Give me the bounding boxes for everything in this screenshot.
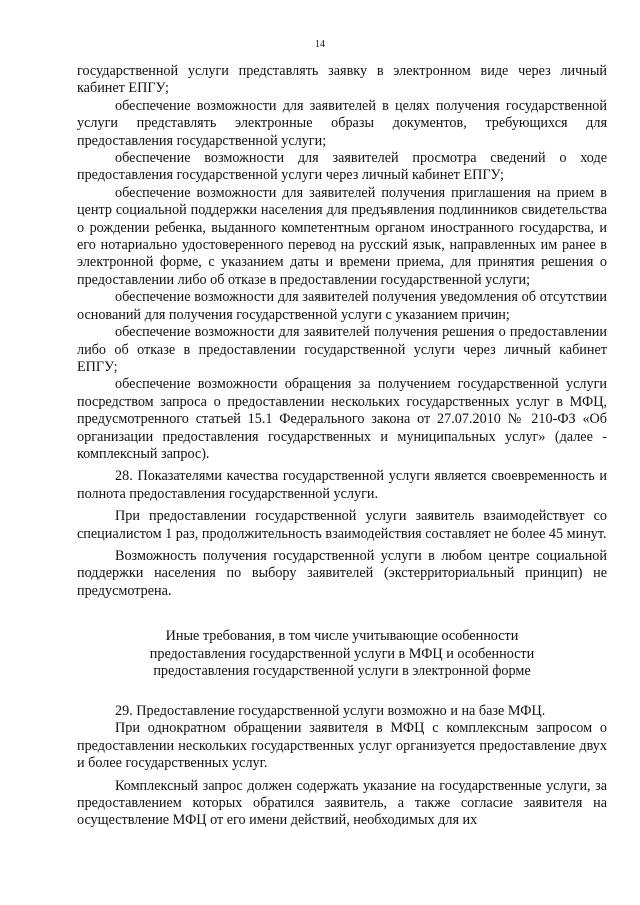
paragraph-complex-content: Комплексный запрос должен содержать указание на государственные услуги, за предоставлением которых обратился заявитель, а также согласие заявителя на осуществление МФЦ от его имени действий, необходимых для их: [77, 777, 607, 829]
paragraph-electronic-documents: обеспечение возможности для заявителей в целях получения государственной услуги представлять электронные образы документов, требующихся для предоставления государственной услуги;: [77, 97, 607, 149]
paragraph-invitation: обеспечение возможности для заявителей получения приглашения на прием в центр социальной поддержки населения для предъявления подлинников свидетельства о рождении ребенка, выданного компетентным органом иностранного государства, и его нотариально удостоверенного перевод на русский язык, направленных им ранее в электронной форме, с указанием даты и времени приема, для принятия решения о предоставлении либо об отказе в предоставлении государственной услуги;: [77, 184, 607, 288]
document-body: [77, 63, 607, 830]
paragraph-continuation: государственной услуги представлять заявку в электронном виде через личный кабинет ЕПГУ;: [77, 63, 607, 97]
paragraph-single-request: При однократном обращении заявителя в МФЦ с комплексным запросом о предоставлении нескольких государственных услуг организуется предоставление двух и более государственных услуг.: [77, 720, 607, 772]
section-heading-line: Иные требования, в том числе учитывающие особенности: [165, 628, 519, 645]
section-heading: [77, 628, 607, 681]
paragraph-status-view: обеспечение возможности для заявителей просмотра сведений о ходе предоставления государственной услуги через личный кабинет ЕПГУ;: [77, 150, 607, 184]
paragraph-interaction: При предоставлении государственной услуги заявитель взаимодействует со специалистом 1 раз, продолжительность взаимодействия составляет не более 45 минут.: [77, 508, 607, 542]
section-heading-line: предоставления государственной услуги в электронной форме: [153, 663, 531, 680]
section-heading-line: предоставления государственной услуги в МФЦ и особенности: [149, 645, 535, 662]
paragraph-29-mfc: 29. Предоставление государственной услуги возможно и на базе МФЦ.: [115, 702, 546, 719]
paragraph-notification: обеспечение возможности для заявителей получения уведомления об отсутствии оснований для получения государственной услуги с указанием причин;: [77, 289, 607, 323]
paragraph-complex-request: обеспечение возможности обращения за получением государственной услуги посредством запроса о предоставлении нескольких государственных услуг в МФЦ, предусмотренного статьей 15.1 Федерального закона от 27.07.2010 № 210-ФЗ «Об организации предоставления государственных и муниципальных услуг» (далее - комплексный запрос).: [77, 376, 607, 462]
paragraph-extraterritorial: Возможность получения государственной услуги в любом центре социальной поддержки населения по выбору заявителей (экстерриториальный принцип) не предусмотрена.: [77, 547, 607, 599]
paragraph-28-quality: 28. Показателями качества государственной услуги является своевременность и полнота предоставления государственной услуги.: [77, 468, 607, 502]
paragraph-decision: обеспечение возможности для заявителей получения решения о предоставлении либо об отказе в предоставлении государственной услуги через личный кабинет ЕПГУ;: [77, 324, 607, 375]
page-number: 14: [315, 39, 325, 50]
